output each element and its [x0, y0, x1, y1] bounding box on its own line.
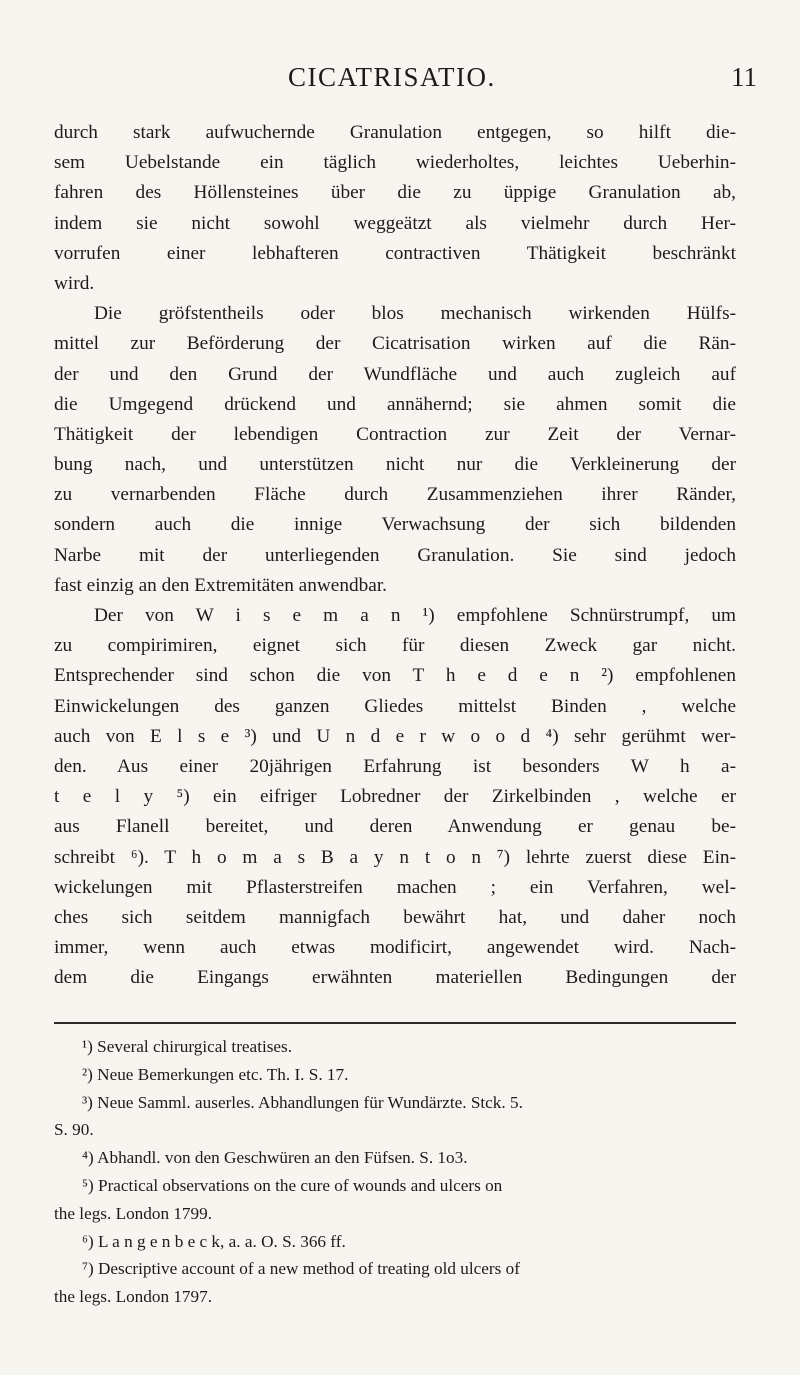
footnote-divider	[54, 1022, 736, 1024]
body-line: indem sie nicht sowohl weggeätzt als vielmehr durch Her-	[54, 212, 736, 234]
body-line: schreibt ⁶). T h o m a s B a y n t o n ⁷) lehrte zuerst diese Ein-	[54, 846, 736, 868]
body-line: Einwickelungen des ganzen Gliedes mittelst Binden , welche	[54, 695, 736, 717]
body-line: aus Flanell bereitet, und deren Anwendung er genau be-	[54, 816, 736, 838]
body-line: immer, wenn auch etwas modificirt, angewendet wird. Nach-	[54, 937, 736, 959]
footnote-line: ⁷) Descriptive account of a new method of treating old ulcers of	[82, 1259, 520, 1279]
body-line: fast einzig an den Extremitäten anwendbar.	[54, 574, 388, 596]
footnote-line: ²) Neue Bemerkungen etc. Th. I. S. 17.	[82, 1064, 349, 1084]
page-number: 11	[731, 62, 757, 92]
running-title: CICATRISATIO.	[288, 62, 496, 92]
body-line: wird.	[54, 272, 95, 294]
footnote-line: ³) Neue Samml. auserles. Abhandlungen für Wundärzte. Stck. 5.	[82, 1092, 523, 1112]
body-line: Thätigkeit der lebendigen Contraction zur Zeit der Vernar-	[54, 423, 736, 445]
body-line: sondern auch die innige Verwachsung der sich bildenden	[54, 514, 736, 536]
body-line: sem Uebelstande ein täglich wiederholtes, leichtes Ueberhin-	[54, 152, 736, 174]
body-line: Die gröfstentheils oder blos mechanisch wirkenden Hülfs-	[94, 303, 736, 325]
body-line: den. Aus einer 20jährigen Erfahrung ist besonders W h a-	[54, 755, 736, 777]
body-line: der und den Grund der Wundfläche und auch zugleich auf	[54, 363, 736, 385]
page-header	[0, 62, 800, 102]
footnote-line: the legs. London 1797.	[54, 1287, 213, 1307]
footnote-line: ⁵) Practical observations on the cure of wounds and ulcers on	[82, 1175, 503, 1195]
footnote-line: S. 90.	[54, 1120, 94, 1140]
body-line: Narbe mit der unterliegenden Granulation. Sie sind jedoch	[54, 544, 736, 566]
footnote-line: ⁴) Abhandl. von den Geschwüren an den Füfsen. S. 1o3.	[82, 1148, 468, 1168]
footnotes	[54, 1033, 736, 1311]
body-line: vorrufen einer lebhafteren contractiven Thätigkeit beschränkt	[54, 242, 736, 264]
body-line: bung nach, und unterstützen nicht nur die Verkleinerung der	[54, 454, 736, 476]
body-line: ches sich seitdem mannigfach bewährt hat, und daher noch	[54, 906, 736, 928]
footnote-line: ⁶) L a n g e n b e c k, a. a. O. S. 366 ff.	[82, 1231, 346, 1251]
footnote-line: ¹) Several chirurgical treatises.	[82, 1037, 293, 1056]
body-line: t e l y ⁵) ein eifriger Lobredner der Zirkelbinden , welche er	[54, 786, 736, 808]
body-line: mittel zur Beförderung der Cicatrisation wirken auf die Rän-	[54, 333, 736, 355]
body-line: dem die Eingangs erwähnten materiellen Bedingungen der	[54, 967, 736, 989]
body-line: zu vernarbenden Fläche durch Zusammenziehen ihrer Ränder,	[54, 484, 736, 506]
body-text	[54, 118, 736, 993]
body-line: Der von W i s e m a n ¹) empfohlene Schnürstrumpf, um	[94, 605, 736, 626]
body-line: auch von E l s e ³) und U n d e r w o o d ⁴) sehr gerühmt wer-	[54, 725, 736, 747]
body-line: fahren des Höllensteines über die zu üppige Granulation ab,	[54, 182, 736, 204]
body-line: Entsprechender sind schon die von T h e d e n ²) empfohlenen	[54, 665, 736, 687]
footnote-line: the legs. London 1799.	[54, 1203, 213, 1223]
body-line: durch stark aufwuchernde Granulation entgegen, so hilft die-	[54, 122, 736, 143]
body-line: wickelungen mit Pflasterstreifen machen ; ein Verfahren, wel-	[54, 876, 736, 898]
body-line: zu compirimiren, eignet sich für diesen Zweck gar nicht.	[54, 635, 736, 657]
body-line: die Umgegend drückend und annähernd; sie ahmen somit die	[54, 393, 736, 415]
